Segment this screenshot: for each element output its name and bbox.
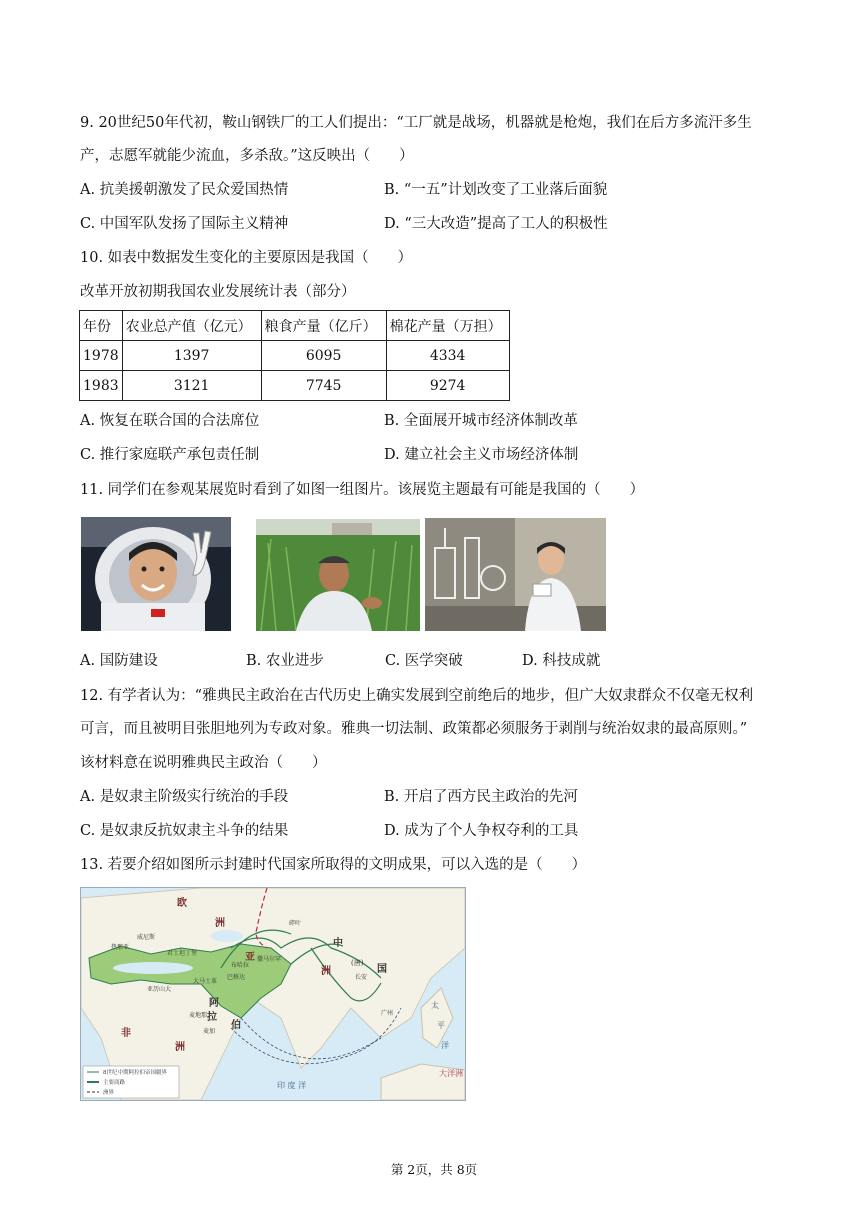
- q9-option-d[interactable]: D. “三大改造”提高了工人的积极性: [384, 216, 608, 232]
- map-label-indian-ocean: 印 度 洋: [277, 1081, 307, 1090]
- agriculture-stats-table: [79, 310, 510, 401]
- table-cell-output-value: 1397: [122, 341, 261, 371]
- table-row: [80, 371, 510, 401]
- table-cell-year: 1978: [80, 341, 123, 371]
- table-cell-cotton: 9274: [386, 371, 509, 401]
- q11-stem: 11. 同学们在参观某展览时看到了如图一组图片。该展览主题最有可能是我国的（ ）: [80, 482, 645, 498]
- map-label-arab-3: 伯: [231, 1020, 241, 1031]
- q9-stem-line2: 产，志愿军就能少流血，多杀敌。”这反映出（ ）: [80, 148, 414, 164]
- map-label-europe-1: 欧: [177, 898, 187, 909]
- map-city-alexandria: 亚历山大: [147, 986, 172, 993]
- table-header-year: 年份: [80, 311, 123, 341]
- map-city-medina: 麦地那: [189, 1012, 208, 1019]
- map-label-oceania: 大洋洲: [439, 1069, 463, 1078]
- map-city-baghdad: 巴格达: [227, 974, 246, 981]
- map-label-asia-2: 洲: [321, 966, 331, 977]
- map-legend-route: 主要商路: [103, 1080, 126, 1086]
- map-label-arab-2: 拉: [207, 1012, 217, 1023]
- map-city-venice: 威尼斯: [137, 934, 156, 941]
- q11-option-a[interactable]: A. 国防建设: [80, 653, 158, 669]
- q11-option-b[interactable]: B. 农业进步: [246, 653, 324, 669]
- map-label-guo: 国: [377, 964, 387, 975]
- q12-stem-line2: 可言，而且被明目张胆地列为专政对象。雅典一切法制、政策都必须服务于剥削与统治奴隶的最高原则。”: [80, 721, 748, 737]
- map-label-africa-1: 非: [121, 1028, 131, 1039]
- table-cell-year: 1983: [80, 371, 123, 401]
- map-legend-border: 洲界: [103, 1090, 115, 1096]
- map-city-bukhara: 布哈拉: [231, 962, 250, 969]
- q10-option-b[interactable]: B. 全面展开城市经济体制改革: [384, 413, 578, 429]
- map-city-genoa: 热那亚: [111, 944, 130, 951]
- map-label-arab-1: 阿: [209, 998, 219, 1009]
- table-cell-grain: 6095: [261, 341, 386, 371]
- map-label-pacific-1: 太: [431, 1001, 439, 1010]
- table-cell-cotton: 4334: [386, 341, 509, 371]
- map-label-pacific-3: 洋: [441, 1041, 449, 1050]
- map-label-europe-2: 洲: [215, 918, 225, 929]
- map-label-china: 中: [333, 938, 343, 949]
- table-cell-grain: 7745: [261, 371, 386, 401]
- q10-option-c[interactable]: C. 推行家庭联产承包责任制: [80, 447, 260, 463]
- q9-option-a[interactable]: A. 抗美援朝激发了民众爱国热情: [80, 182, 289, 198]
- q9-stem-line1: 9. 20世纪50年代初，鞍山钢铁厂的工人们提出：“工厂就是战场，机器就是枪炮，我们在后方多流汗多生: [80, 115, 752, 131]
- map-label-pacific-2: 平: [437, 1021, 445, 1030]
- arab-empire-map: [80, 887, 466, 1101]
- page-footer: 第 2页，共 8页: [390, 1162, 478, 1177]
- q10-stem: 10. 如表中数据发生变化的主要原因是我国（ ）: [80, 250, 413, 266]
- q10-option-a[interactable]: A. 恢复在联合国的合法席位: [80, 413, 260, 429]
- q12-option-a[interactable]: A. 是奴隶主阶级实行统治的手段: [80, 789, 289, 805]
- q12-option-b[interactable]: B. 开启了西方民主政治的先河: [384, 789, 578, 805]
- q12-option-d[interactable]: D. 成为了个人争权夺利的工具: [384, 823, 579, 839]
- table-header-output-value: 农业总产值（亿元）: [122, 311, 261, 341]
- lab-scientist-photo: [425, 518, 606, 631]
- q9-option-c[interactable]: C. 中国军队发扬了国际主义精神: [80, 216, 289, 232]
- map-city-suyab: 碎叶: [289, 920, 302, 927]
- q10-option-d[interactable]: D. 建立社会主义市场经济体制: [384, 447, 579, 463]
- q11-option-d[interactable]: D. 科技成就: [522, 653, 601, 669]
- map-city-changan: 长安: [355, 974, 368, 981]
- q9-option-b[interactable]: B. “一五”计划改变了工业落后面貌: [384, 182, 608, 198]
- q12-stem-line1: 12. 有学者认为：“雅典民主政治在古代历史上确实发展到空前绝后的地步，但广大奴隶群众不仅毫无权利: [80, 688, 754, 704]
- rice-field-photo: [256, 519, 420, 631]
- table-header-grain: 粮食产量（亿斤）: [261, 311, 386, 341]
- astronaut-photo: [81, 517, 231, 631]
- q13-stem: 13. 若要介绍如图所示封建时代国家所取得的文明成果，可以入选的是（ ）: [80, 857, 587, 873]
- map-label-tang: (唐): [351, 959, 364, 967]
- map-city-constantinople: 君士坦丁堡: [167, 950, 198, 957]
- map-city-guangzhou: 广州: [381, 1010, 394, 1017]
- q12-stem-line3: 该材料意在说明雅典民主政治（ ）: [80, 755, 327, 771]
- table-row: [80, 341, 510, 371]
- q12-option-c[interactable]: C. 是奴隶反抗奴隶主斗争的结果: [80, 823, 289, 839]
- table-cell-output-value: 3121: [122, 371, 261, 401]
- map-city-damascus: 大马士革: [193, 978, 218, 985]
- table-header-cotton: 棉花产量（万担）: [386, 311, 509, 341]
- q11-option-c[interactable]: C. 医学突破: [385, 653, 463, 669]
- q10-table-title: 改革开放初期我国农业发展统计表（部分）: [80, 284, 356, 300]
- map-label-africa-2: 洲: [175, 1042, 185, 1053]
- map-city-samarkand: 撒马尔罕: [257, 956, 282, 963]
- map-legend-empire: 8世纪中期阿拉伯帝国疆界: [103, 1070, 168, 1076]
- map-label-asia-1: 亚: [245, 952, 255, 963]
- table-header-row: [80, 311, 510, 341]
- map-city-mecca: 麦加: [203, 1028, 216, 1035]
